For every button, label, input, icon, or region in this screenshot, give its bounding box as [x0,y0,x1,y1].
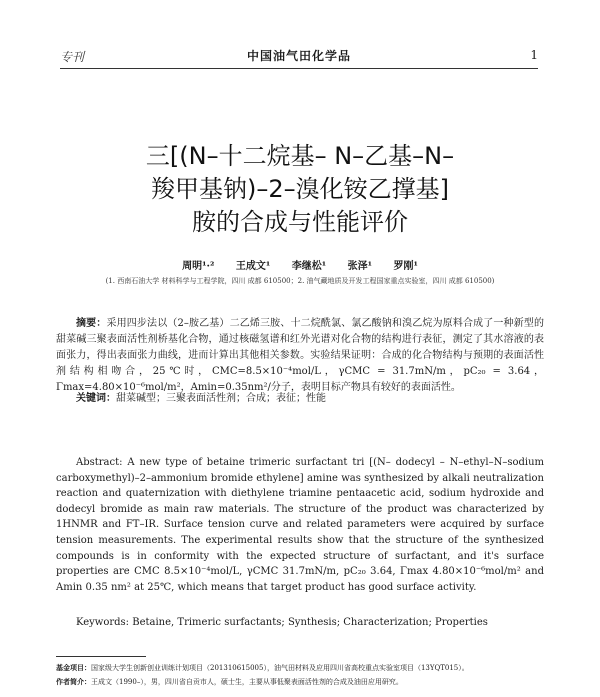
affiliation: (1. 西南石油大学 材料科学与工程学院，四川 成都 610500；2. 油气藏地质及开发工程国家重点实验室，四川 成都 610500) [105,277,495,285]
abstract-cn-label: 摘要： [76,318,107,329]
author-name: 罗刚¹ [393,261,418,272]
keywords-cn-label: 关键词： [76,393,116,404]
abstract-cn-text: 采用四步法以（2–胺乙基）二乙烯三胺、十二烷酰氯、氯乙酸钠和溴乙烷为原料合成了一种新型的甜菜碱三聚表面活性剂桥基化合物，通过核磁氢谱和红外光谱对化合物的结构进行表征，测定了其水溶液的表面张力，得出表面张力曲线，进而计算出其他相关参数。实验结果证明：合成的化合物结构与预期的表面活性剂结构相吻合，25℃时，CMC=8.5×10⁻⁴mol/L，γCMC = 31.7mN/m，pC₂₀ = 3.64，Γmax=4.80×10⁻⁶mol/m²，Amin=0.35nm²/分子，表明目标产物具有较好的表面活性。 [56,318,544,393]
page-number: 1 [530,48,538,62]
abstract-en-label: Abstract: [76,457,123,468]
abstract-en [56,455,544,595]
keywords-en-text: Betaine, Trimeric surfactants; Synthesis; Characterization; Properties [132,617,488,628]
paper-title [40,140,560,239]
keywords-en-label: Keywords: [76,617,130,628]
title-line-2: 羧甲基钠)–2–溴化铵乙撑基] [151,175,449,203]
author-name: 张泽¹ [347,261,372,272]
section-label: 专刊 [60,50,85,64]
author-bio-label: 作者简介： [56,677,91,686]
funding-text: 国家级大学生创新创业训练计划项目（201310615005），油气田材料及应用四川省高校重点实验室项目（13YQT015）。 [91,664,469,672]
abstract-en-text: A new type of betaine trimeric surfactant tri [(N– dodecyl – N–ethyl–N–sodium carboxymethyl)–2–ammonium bromide ethylene] amine was synthesized by alkali neutralization reaction and quaternization with diethylene triamine pentaacetic acid, sodium hydroxide and dodecyl bromide as main raw materials. The structure of the product was characterized by 1HNMR and FT–IR. Surface tension curve and related parameters were acquired by surface tension measurements. The experimental results show that the structure of the synthesized compounds is in conformity with the expected structure of surfactant, and it's surface properties are CMC 8.5×10⁻⁴mol/L, γCMC 31.7mN/m, pC₂₀ 3.64, Γmax 4.80×10⁻⁶mol/m² and Amin 0.35 nm² at 25℃, which means that target product has good surface activity. [56,457,544,593]
author-name: 王成文¹ [235,261,271,272]
author-bio [56,675,544,689]
footnote-rule [56,656,146,657]
title-line-3: 胺的合成与性能评价 [192,208,408,236]
funding-note [56,661,544,675]
title-line-1: 三[(N–十二烷基– N–乙基–N– [145,142,455,170]
keywords-en [76,617,544,628]
journal-name: 中国油气田化学品 [246,49,351,63]
author-name: 李继松¹ [291,261,327,272]
author-bio-text: 王成文（1990–），男，四川省自贡市人，硕士生，主要从事低聚表面活性剂的合成及油田应用研究。 [91,678,403,686]
funding-label: 基金项目： [56,663,91,672]
page-header [60,44,538,66]
footnote [56,661,544,689]
abstract-cn [56,316,544,396]
header-rule [60,68,538,69]
author-list [60,257,540,272]
author-name: 周明¹·² [182,261,215,272]
keywords-cn [76,389,544,404]
keywords-cn-text: 甜菜碱型；三聚表面活性剂；合成；表征；性能 [116,393,326,404]
